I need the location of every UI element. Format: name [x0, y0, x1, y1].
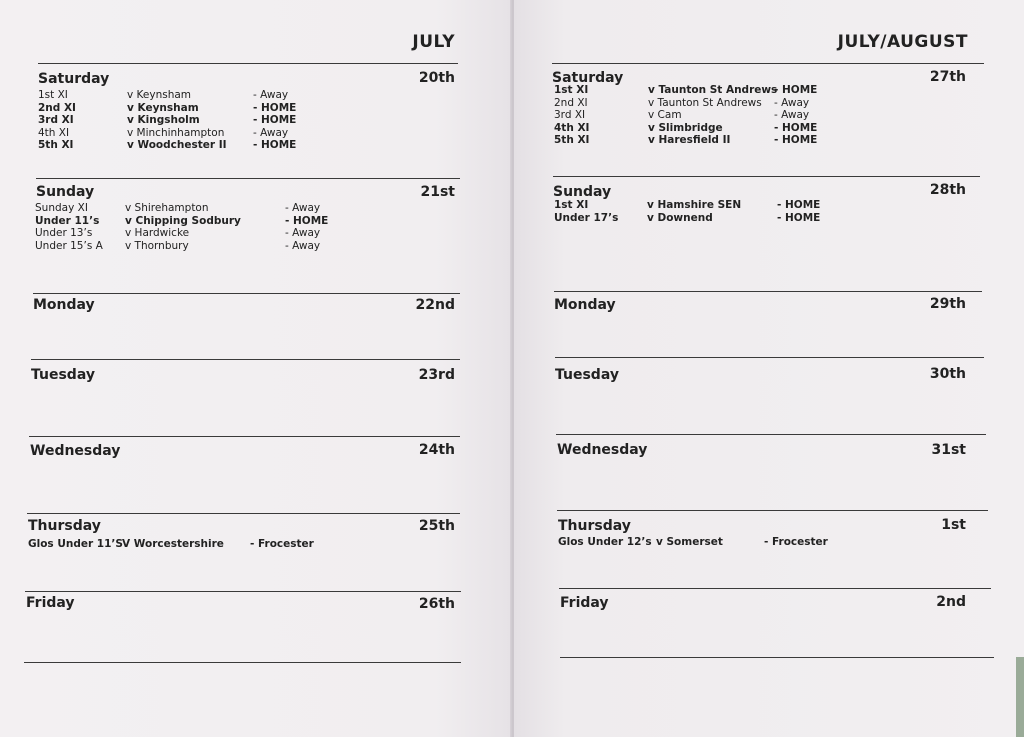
fixture-team: 2nd XI	[554, 96, 588, 109]
fixture-venue: - HOME	[777, 199, 821, 211]
day-divider	[33, 293, 460, 294]
fixture-opponent: v Hamshire SEN	[647, 199, 742, 211]
fixture-row	[38, 89, 438, 102]
fixture-row	[554, 122, 954, 135]
right-page	[514, 0, 1024, 737]
day-name-friday: Friday	[26, 595, 75, 611]
fixture-row	[558, 536, 958, 549]
day-name-wednesday: Wednesday	[30, 443, 121, 459]
fixture-opponent: v Thornbury	[125, 239, 189, 252]
fixture-row	[35, 215, 435, 228]
fixture-opponent: v Woodchester II	[127, 139, 227, 151]
fixture-venue: - HOME	[253, 139, 297, 151]
fixture-opponent: v Shirehampton	[125, 202, 209, 214]
fixture-team: Under 15’s A	[35, 239, 103, 252]
day-divider	[29, 436, 460, 437]
day-divider	[557, 510, 988, 511]
date-label: 2nd	[936, 594, 966, 610]
day-name-friday: Friday	[560, 595, 609, 611]
fixture-venue: - HOME	[777, 211, 821, 224]
fixture-team: 2nd XI	[38, 101, 76, 114]
fixture-venue: - Away	[253, 126, 289, 139]
day-divider	[556, 434, 986, 435]
date-label: 25th	[418, 518, 455, 534]
fixture-team: 4th XI	[554, 121, 590, 134]
fixture-venue: - HOME	[774, 134, 818, 146]
day-name-wednesday: Wednesday	[557, 442, 648, 458]
fixture-row	[554, 134, 954, 147]
fixture-team: Glos Under 12’s	[558, 536, 652, 548]
fixture-opponent: v Keynsham	[127, 101, 199, 114]
day-divider	[31, 359, 460, 360]
fixture-team: 1st XI	[554, 199, 589, 211]
day-divider	[25, 591, 461, 592]
day-divider	[24, 662, 461, 663]
day-name-monday: Monday	[33, 297, 95, 313]
date-label: 29th	[929, 296, 966, 312]
fixture-row	[554, 97, 954, 110]
fixture-team: 5th XI	[554, 134, 590, 146]
fixture-venue: - Away	[285, 239, 321, 252]
fixture-team: Under 13’s	[35, 227, 93, 239]
day-name-tuesday: Tuesday	[555, 367, 619, 383]
fixture-team: Under 11’s	[35, 214, 100, 227]
fixture-row	[35, 202, 435, 215]
fixture-row	[38, 102, 438, 115]
fixture-team: 3rd XI	[554, 109, 586, 121]
fixture-opponent: v Haresfield II	[648, 134, 731, 146]
fixture-opponent: v Minchinhampton	[127, 126, 225, 139]
fixture-row	[35, 227, 435, 240]
fixture-row	[554, 199, 954, 212]
fixture-opponent: v Chipping Sodbury	[125, 214, 241, 227]
date-label: 26th	[418, 596, 455, 612]
date-label: 20th	[418, 70, 455, 86]
day-divider	[555, 357, 984, 358]
background-corner	[1016, 657, 1024, 737]
date-label: 22nd	[415, 297, 455, 313]
fixture-opponent: v Kingsholm	[127, 114, 200, 126]
fixture-row	[554, 84, 954, 97]
day-name-saturday: Saturday	[38, 71, 110, 87]
day-divider	[560, 657, 994, 658]
fixture-venue: - HOME	[774, 121, 818, 134]
fixture-opponent: v Slimbridge	[648, 121, 723, 134]
fixture-opponent: v Taunton St Andrews	[648, 96, 762, 109]
date-label: 28th	[929, 182, 966, 198]
fixture-row	[28, 538, 428, 551]
day-name-sunday: Sunday	[36, 184, 95, 200]
fixture-venue: - Away	[253, 89, 289, 101]
fixture-opponent: V Worcestershire	[122, 538, 224, 550]
fixture-venue: - Away	[774, 109, 810, 121]
fixture-opponent: v Keynsham	[127, 89, 192, 101]
day-name-saturday: Saturday	[552, 70, 624, 86]
date-label: 30th	[929, 366, 966, 382]
day-name-thursday: Thursday	[28, 518, 101, 534]
fixture-row	[38, 114, 438, 127]
fixture-opponent: v Somerset	[656, 536, 723, 548]
fixture-venue: - HOME	[774, 84, 818, 96]
fixture-row	[554, 109, 954, 122]
date-label: 1st	[941, 517, 966, 533]
date-label: 23rd	[418, 367, 455, 383]
header-rule	[552, 63, 984, 64]
fixture-venue: - HOME	[253, 114, 297, 126]
fixture-venue: - Away	[285, 202, 321, 214]
header-rule	[38, 63, 458, 64]
month-heading: JULY	[412, 32, 455, 52]
month-heading: JULY/AUGUST	[837, 32, 968, 52]
day-divider	[27, 513, 460, 514]
day-name-tuesday: Tuesday	[31, 367, 95, 383]
fixture-row	[35, 240, 435, 253]
fixture-row	[38, 139, 438, 152]
fixture-team: Sunday XI	[35, 202, 88, 214]
fixture-venue: - Away	[285, 227, 321, 239]
fixture-opponent: v Taunton St Andrews	[648, 84, 778, 96]
fixture-opponent: v Hardwicke	[125, 227, 190, 239]
date-label: 21st	[420, 184, 455, 200]
fixture-venue: - Frocester	[250, 538, 314, 550]
fixture-row	[38, 127, 438, 140]
day-name-sunday: Sunday	[553, 184, 612, 200]
date-label: 31st	[931, 442, 966, 458]
fixture-team: 4th XI	[38, 126, 70, 139]
day-name-monday: Monday	[554, 297, 616, 313]
fixture-opponent: v Cam	[648, 109, 682, 121]
fixture-team: 1st XI	[38, 89, 68, 101]
date-label: 27th	[929, 69, 966, 85]
fixture-opponent: v Downend	[647, 211, 713, 224]
fixture-team: 1st XI	[554, 84, 589, 96]
day-divider	[554, 291, 982, 292]
fixture-team: Glos Under 11’S	[28, 538, 123, 550]
day-divider	[553, 176, 980, 177]
day-divider	[559, 588, 991, 589]
fixture-venue: - Away	[774, 96, 810, 109]
fixture-team: Under 17’s	[554, 211, 619, 224]
fixture-team: 3rd XI	[38, 114, 74, 126]
fixture-venue: - Frocester	[764, 536, 828, 548]
day-name-thursday: Thursday	[558, 518, 631, 534]
day-divider	[36, 178, 460, 179]
fixture-venue: - HOME	[285, 214, 329, 227]
date-label: 24th	[418, 442, 455, 458]
fixture-venue: - HOME	[253, 101, 297, 114]
fixture-team: 5th XI	[38, 139, 74, 151]
fixture-row	[554, 212, 954, 225]
